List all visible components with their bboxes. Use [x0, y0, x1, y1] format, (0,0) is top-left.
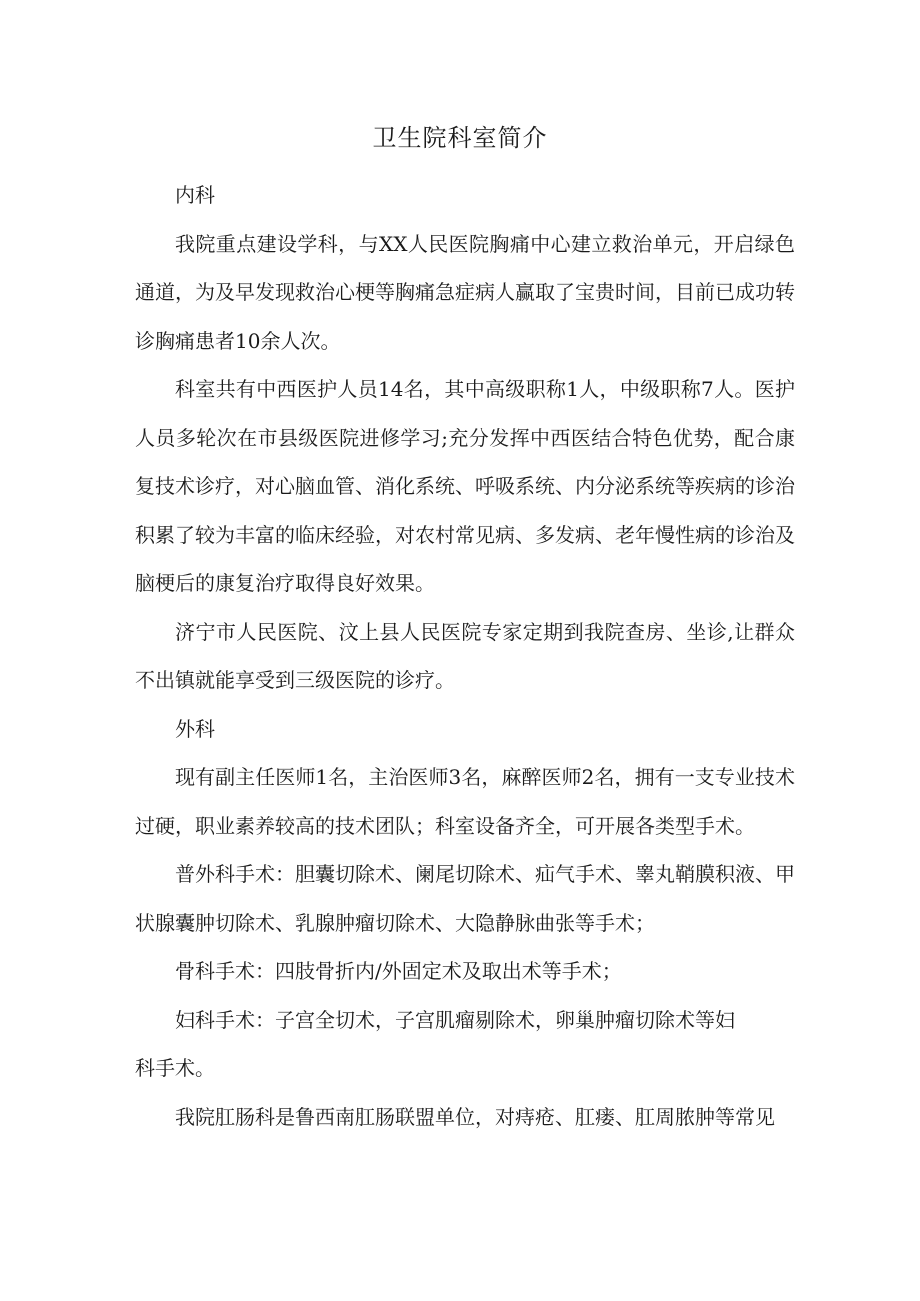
- paragraph: 骨科手术：四肢骨折内/外固定术及取出术等手术；: [175, 959, 622, 983]
- section-heading-internal-medicine: 内科: [175, 183, 215, 207]
- paragraph: 我院肛肠科是鲁西南肛肠联盟单位，对痔疮、肛瘘、肛周脓肿等常见: [175, 1104, 775, 1129]
- document-body: [135, 171, 795, 1141]
- paragraph: 现有副主任医师1名，主治医师3名，麻醉医师2名，拥有一支专业技术过硬，职业素养较高的技术团队；科室设备齐全，可开展各类型手术。: [135, 765, 795, 838]
- document-title: 卫生院科室简介: [372, 124, 548, 152]
- paragraph: 我院重点建设学科，与XX人民医院胸痛中心建立救治单元，开启绿色通道，为及早发现救治心梗等胸痛急症病人赢取了宝贵时间，目前已成功转诊胸痛患者10余人次。: [135, 231, 795, 353]
- section-heading-surgery: 外科: [175, 716, 215, 741]
- paragraph: 科室共有中西医护人员14名，其中高级职称1人，中级职称7人。医护人员多轮次在市县级医院进修学习;充分发挥中西医结合特色优势，配合康复技术诊疗，对心脑血管、消化系统、呼吸系统、内分泌系统等疾病的诊治积累了较为丰富的临床经验，对农村常见病、多发病、老年慢性病的诊治及脑梗后的康复治疗取得良好效果。: [135, 377, 795, 595]
- paragraph: 妇科手术：子宫全切术，子宫肌瘤剔除术，卵巢肿瘤切除术等妇: [175, 1007, 735, 1032]
- paragraph-continuation: 科手术。: [135, 1056, 215, 1080]
- paragraph: 济宁市人民医院、汶上县人民医院专家定期到我院查房、坐诊,让群众不出镇就能享受到三级医院的诊疗。: [135, 619, 795, 692]
- paragraph: 普外科手术：胆囊切除术、阑尾切除术、疝气手术、睾丸鞘膜积液、甲状腺囊肿切除术、乳腺肿瘤切除术、大隐静脉曲张等手术；: [135, 862, 795, 935]
